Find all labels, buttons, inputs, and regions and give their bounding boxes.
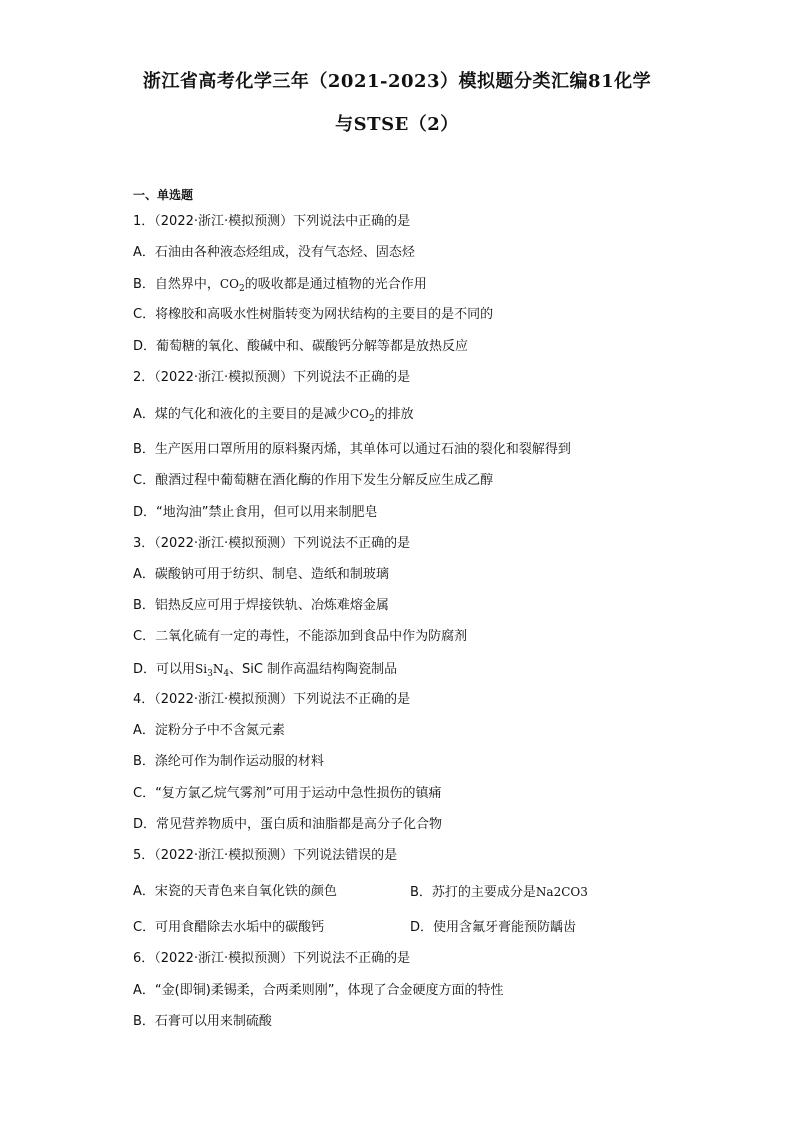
chem-formula <box>349 407 375 424</box>
document-title-line1: 浙江省高考化学三年（2021-2023）模拟题分类汇编81化学 <box>142 71 652 92</box>
question-2-option-c: C．酿酒过程中葡萄糖在酒化酶的作用下发生分解反应生成乙醇 <box>133 473 494 488</box>
question-1-option-c: C．将橡胶和高吸水性树脂转变为网状结构的主要目的是不同的 <box>133 307 494 322</box>
question-2-option-d: D．“地沟油”禁止食用，但可以用来制肥皂 <box>133 505 378 520</box>
question-5-option-a: A．宋瓷的天青色来自氧化铁的颜色 <box>133 884 337 899</box>
formula-subscript: 3 <box>580 885 588 899</box>
question-2-option-a <box>133 405 414 424</box>
question-4-stem: 4．（2022·浙江·模拟预测）下列说法不正确的是 <box>133 692 411 707</box>
question-3-option-a: A．碳酸钠可用于纺织、制皂、造纸和制玻璃 <box>133 567 389 582</box>
document-title-line2: 与STSE（2） <box>335 114 459 135</box>
chem-formula <box>219 277 245 294</box>
formula-element: CO <box>219 277 239 291</box>
option-text: 的吸收都是通过植物的光合作用 <box>244 277 427 292</box>
question-4-option-c: C．“复方氯乙烷气雾剂”可用于运动中急性损伤的镇痛 <box>133 786 442 801</box>
question-1-option-b <box>133 275 427 294</box>
question-5-option-b <box>410 883 588 902</box>
question-4-option-a: A．淀粉分子中不含氮元素 <box>133 723 285 738</box>
section-heading: 一、单选题 <box>133 188 194 202</box>
formula-subscript: 2 <box>553 885 562 899</box>
option-text: B．苏打的主要成分是 <box>410 885 536 900</box>
question-2-stem: 2．（2022·浙江·模拟预测）下列说法不正确的是 <box>133 370 411 385</box>
question-1-option-a: A．石油由各种液态烃组成，没有气态烃、固态烃 <box>133 245 415 260</box>
formula-element: Si <box>195 662 208 676</box>
formula-element: N <box>212 662 224 676</box>
question-1-option-d: D．葡萄糖的氧化、酸碱中和、碳酸钙分解等都是放热反应 <box>133 339 469 354</box>
question-5-stem: 5．（2022·浙江·模拟预测）下列说法错误的是 <box>133 848 398 863</box>
question-5-option-d: D．使用含氟牙膏能预防龋齿 <box>410 920 577 935</box>
question-4-option-b: B．涤纶可作为制作运动服的材料 <box>133 754 324 769</box>
option-text: 的排放 <box>374 407 414 422</box>
question-4-option-d: D．常见营养物质中，蛋白质和油脂都是高分子化合物 <box>133 817 443 832</box>
formula-element: Na <box>535 885 554 899</box>
option-text: A．煤的气化和液化的主要目的是减少 <box>133 407 350 422</box>
question-6-option-a: A．“金(即铜)柔锡柔，合两柔则刚”，体现了合金硬度方面的特性 <box>133 983 504 998</box>
formula-subscript: 4 <box>223 669 230 679</box>
question-5-option-c: C．可用食醋除去水垢中的碳酸钙 <box>133 920 325 935</box>
question-3-option-d <box>133 660 397 679</box>
formula-element: CO <box>561 885 581 899</box>
question-2-option-b: B．生产医用口罩所用的原料聚丙烯，其单体可以通过石油的裂化和裂解得到 <box>133 442 571 457</box>
formula-subscript: 2 <box>368 414 375 424</box>
chem-formula <box>536 885 588 899</box>
question-6-stem: 6．（2022·浙江·模拟预测）下列说法不正确的是 <box>133 951 411 966</box>
question-3-option-c: C．二氧化硫有一定的毒性，不能添加到食品中作为防腐剂 <box>133 629 468 644</box>
chem-formula <box>195 662 230 679</box>
formula-subscript: 2 <box>238 284 245 294</box>
formula-element: CO <box>349 407 369 421</box>
option-text: B．自然界中， <box>133 277 220 292</box>
formula-subscript: 3 <box>207 669 213 679</box>
option-text: 、SiC 制作高温结构陶瓷制品 <box>229 662 398 677</box>
option-text: D．可以用 <box>133 662 196 677</box>
question-1-stem: 1．（2022·浙江·模拟预测）下列说法中正确的是 <box>133 214 411 229</box>
question-3-stem: 3．（2022·浙江·模拟预测）下列说法不正确的是 <box>133 536 411 551</box>
question-3-option-b: B．铝热反应可用于焊接铁轨、冶炼难熔金属 <box>133 598 389 613</box>
question-6-option-b: B．石膏可以用来制硫酸 <box>133 1014 272 1029</box>
